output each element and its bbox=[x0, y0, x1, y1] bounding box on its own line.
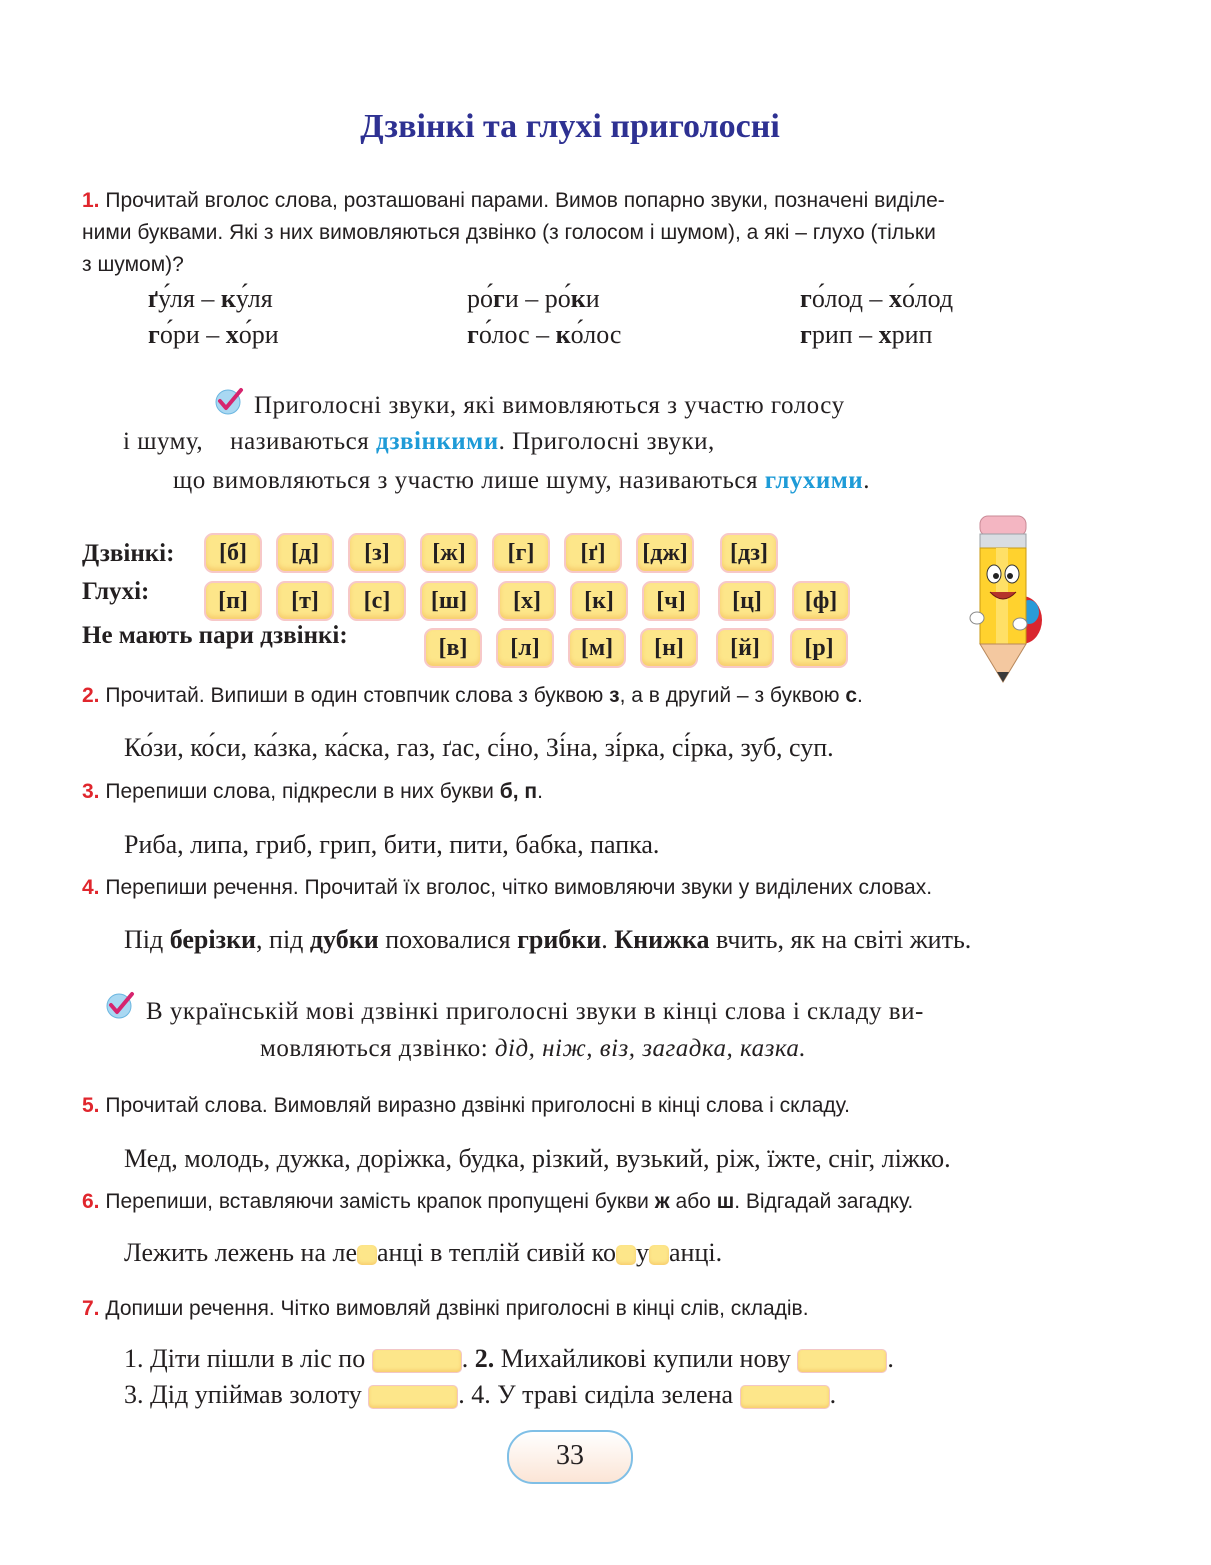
word-pair: грип – хрип bbox=[800, 320, 933, 349]
page-title: Дзвінкі та глухі приголосні bbox=[360, 108, 780, 145]
consonant-chip: [ґ] bbox=[564, 533, 622, 573]
consonant-chip: [п] bbox=[204, 581, 262, 621]
consonant-chip: [х] bbox=[498, 581, 556, 621]
task-3-instructions: 3. Перепиши слова, підкресли в них букви б, п. bbox=[82, 780, 543, 803]
consonant-chip: [с] bbox=[348, 581, 406, 621]
consonant-chip: [н] bbox=[640, 628, 698, 668]
word-list: Мед, молодь, дужка, доріжка, будка, різкий, вузький, ріж, їжте, сніг, ліжко. bbox=[124, 1144, 951, 1173]
rule-text: В українській мові дзвінкі приголосні звуки в кінці слова і складу ви- bbox=[146, 998, 924, 1025]
checkmark-icon bbox=[105, 990, 135, 1020]
consonant-chip: [ж] bbox=[420, 533, 478, 573]
rule-text: мовляються дзвінко: дід, ніж, віз, загадка, казка. bbox=[260, 1035, 807, 1062]
consonant-chip: [дз] bbox=[720, 533, 778, 573]
answer-blank[interactable] bbox=[797, 1349, 887, 1373]
letter-blank[interactable] bbox=[649, 1245, 669, 1265]
term-voiceless: глухими bbox=[764, 467, 864, 494]
riddle: Лежить лежень на ле анці в теплій сивій ко у анці. bbox=[124, 1238, 723, 1267]
voiced-label: Дзвінкі: bbox=[82, 540, 175, 567]
word-pair: го́лод – хо́лод bbox=[800, 284, 954, 313]
sentence: 1. Діти пішли в ліс по . 2. Михайликові купили нову . bbox=[124, 1344, 894, 1373]
word-list: Риба, липа, гриб, грип, бити, пити, бабка, папка. bbox=[124, 830, 660, 859]
pencil-mascot-icon bbox=[966, 512, 1046, 690]
page-number: 33 bbox=[507, 1430, 633, 1484]
task-text: з шумом)? bbox=[82, 253, 184, 276]
consonant-chip: [б] bbox=[204, 533, 262, 573]
letter-blank[interactable] bbox=[616, 1245, 636, 1265]
answer-blank[interactable] bbox=[372, 1349, 462, 1373]
consonant-chip: [р] bbox=[790, 628, 848, 668]
consonant-chip: [з] bbox=[348, 533, 406, 573]
consonant-chip: [ц] bbox=[718, 581, 776, 621]
voiceless-label: Глухі: bbox=[82, 578, 150, 605]
consonant-chip: [дж] bbox=[636, 533, 694, 573]
consonant-chip: [м] bbox=[568, 628, 626, 668]
word-pair: го́ри – хо́ри bbox=[148, 320, 279, 349]
task-text: Прочитай вголос слова, розташовані парами. Вимов попарно звуки, позначені виділе- bbox=[105, 189, 945, 212]
consonant-chip: [к] bbox=[570, 581, 628, 621]
consonant-chip: [й] bbox=[716, 628, 774, 668]
task-5-instructions: 5. Прочитай слова. Вимовляй виразно дзвінкі приголосні в кінці слова і складу. bbox=[82, 1094, 850, 1117]
word-pair: ро́ги – ро́ки bbox=[467, 284, 600, 313]
sentence: 3. Дід упіймав золоту . 4. У траві сиділа зелена . bbox=[124, 1380, 837, 1409]
checkmark-icon bbox=[214, 386, 244, 416]
answer-blank[interactable] bbox=[740, 1385, 830, 1409]
term-voiced: дзвінкими bbox=[376, 428, 499, 455]
task-text: ними буквами. Які з них вимовляються дзвінко (з голосом і шумом), а які – глухо (тільки bbox=[82, 221, 936, 244]
consonant-chip: [ш] bbox=[420, 581, 478, 621]
word-list: Ко́зи, ко́си, ка́зка, ка́ска, газ, ґас, сі́но, Зі́на, зі́рка, сі́рка, зуб, суп. bbox=[124, 733, 834, 762]
task-7-instructions: 7. Допиши речення. Чітко вимовляй дзвінкі приголосні в кінці слів, складів. bbox=[82, 1297, 809, 1320]
word-pair: ґу́ля – ку́ля bbox=[148, 284, 273, 313]
rule-text: що вимовляються з участю лише шуму, називаються глухими. bbox=[173, 467, 870, 494]
rule-text: Приголосні звуки, які вимовляються з участю голосу bbox=[254, 392, 845, 419]
consonant-chip: [г] bbox=[492, 533, 550, 573]
task-4-instructions: 4. Перепиши речення. Прочитай їх вголос, чітко вимовляючи звуки у виділених словах. bbox=[82, 876, 933, 899]
consonant-chip: [ч] bbox=[642, 581, 700, 621]
task-number: 1. bbox=[82, 189, 100, 212]
letter-blank[interactable] bbox=[357, 1245, 377, 1265]
task-1-instructions bbox=[82, 185, 1162, 281]
consonant-chip: [т] bbox=[276, 581, 334, 621]
sentence: Під берізки, під дубки поховалися грибки. Книжка вчить, як на світі жить. bbox=[124, 925, 972, 954]
rule-text: і шуму, називаються дзвінкими. Приголосні звуки, bbox=[123, 428, 715, 455]
task-6-instructions: 6. Перепиши, вставляючи замість крапок пропущені букви ж або ш. Відгадай загадку. bbox=[82, 1190, 914, 1213]
unpaired-label: Не мають пари дзвінкі: bbox=[82, 622, 348, 649]
answer-blank[interactable] bbox=[368, 1385, 458, 1409]
task-2-instructions: 2. Прочитай. Випиши в один стовпчик слова з буквою з, а в другий – з буквою с. bbox=[82, 684, 863, 707]
consonant-chip: [в] bbox=[424, 628, 482, 668]
consonant-chip: [л] bbox=[496, 628, 554, 668]
consonant-chip: [ф] bbox=[792, 581, 850, 621]
consonant-chip: [д] bbox=[276, 533, 334, 573]
word-pair: го́лос – ко́лос bbox=[467, 320, 622, 349]
